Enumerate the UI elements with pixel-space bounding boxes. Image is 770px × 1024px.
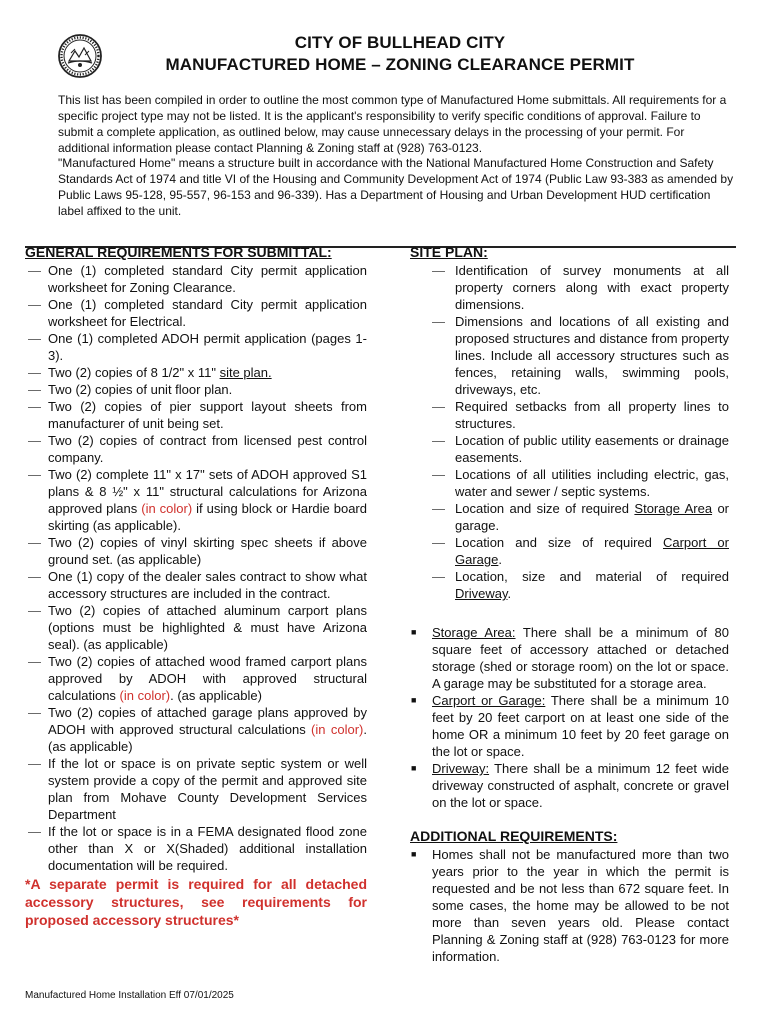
dash-marker: — bbox=[432, 263, 445, 278]
list-item: — Two (2) copies of contract from licensed pest control company. bbox=[28, 433, 367, 465]
dash-marker: — bbox=[432, 314, 445, 329]
list-item: — Location of public utility easements or drainage easements. bbox=[432, 433, 729, 465]
list-item: — Two (2) copies of attached wood framed carport plans approved by ADOH with approved structural calculations (in color). (as applicable) bbox=[28, 654, 367, 703]
dash-marker: — bbox=[28, 331, 41, 346]
dash-marker: — bbox=[28, 263, 41, 278]
dash-marker: — bbox=[28, 365, 41, 380]
city-seal-icon bbox=[57, 33, 103, 79]
list-item: — Location and size of required Storage Area or garage. bbox=[432, 501, 730, 533]
list-item: — Location and size of required Carport or Garage. bbox=[432, 535, 729, 567]
footer-note: Manufactured Home Installation Eff 07/01/2025 bbox=[25, 990, 234, 1001]
page-title: CITY OF BULLHEAD CITY bbox=[294, 33, 506, 52]
dash-marker: — bbox=[28, 433, 41, 448]
bullet-marker: ■ bbox=[411, 849, 417, 859]
bullet-marker: ■ bbox=[411, 627, 417, 637]
dash-marker: — bbox=[432, 535, 445, 550]
dash-marker: — bbox=[28, 705, 41, 720]
dash-marker: — bbox=[28, 569, 41, 584]
list-item: — Location, size and material of required Driveway. bbox=[432, 569, 729, 601]
site-plan-heading: SITE PLAN: bbox=[410, 244, 488, 260]
dash-marker: — bbox=[432, 569, 445, 584]
carport-garage-link: Carport or Garage bbox=[455, 535, 729, 567]
list-item: — One (1) copy of the dealer sales contract to show what accessory structures are included in the contract. bbox=[28, 569, 367, 601]
list-item: ■ Storage Area: There shall be a minimum of 80 square feet of accessory attached or detached storage (shed or storage room) on the lot or space. A garage may be substituted for a storage area. bbox=[411, 625, 730, 691]
storage-area-label: Storage Area: bbox=[432, 625, 516, 640]
bullet-marker: ■ bbox=[411, 695, 417, 705]
list-item: — Two (2) copies of unit floor plan. bbox=[28, 382, 233, 397]
driveway-link: Driveway bbox=[455, 586, 508, 601]
site-plan-list bbox=[410, 262, 729, 602]
in-color-note: (in color) bbox=[141, 501, 193, 516]
page-subtitle: MANUFACTURED HOME – ZONING CLEARANCE PERMIT bbox=[165, 55, 635, 74]
list-item: — Two (2) copies of attached garage plans approved by ADOH with approved structural calculations (in color). (as applicable) bbox=[28, 705, 367, 754]
in-color-note: (in color) bbox=[311, 722, 364, 737]
list-item: — Two (2) copies of attached aluminum carport plans (options must be highlighted & must have Arizona seal). (as applicable) bbox=[28, 603, 367, 652]
dash-marker: — bbox=[432, 501, 445, 516]
intro-paragraph: This list has been compiled in order to outline the most common type of Manufactured Home submittals. All requirements for a specific project type may not be listed. It is the applicant's responsibility to verify specific conditions of approval. Failure to submit a complete application, as outlined below, may cause unnecessary delays in the processing of your permit. For additional information please contact Planning & Zoning staff at (928) 763-0123. bbox=[58, 93, 727, 155]
dash-marker: — bbox=[28, 535, 41, 550]
list-item: — Two (2) copies of 8 1/2" x 11" site plan. bbox=[28, 365, 272, 380]
general-requirements-section bbox=[25, 244, 367, 929]
list-item: — Two (2) copies of pier support layout sheets from manufacturer of unit being set. bbox=[28, 399, 367, 431]
list-item: — One (1) completed standard City permit application worksheet for Zoning Clearance. bbox=[28, 263, 367, 295]
bullet-marker: ■ bbox=[411, 763, 417, 773]
general-requirements-list bbox=[25, 262, 367, 874]
storage-area-link: Storage Area bbox=[634, 501, 713, 516]
list-item: — Two (2) complete 11" x 17" sets of ADOH approved S1 plans & 8 ½" x 11" structural calculations for Arizona approved plans (in color) if using block or Hardie board skirting (as applicable). bbox=[28, 467, 367, 533]
list-item: ■ Carport or Garage: There shall be a minimum 10 feet by 20 feet carport on at least one side of the home OR a minimum 10 feet by 20 feet garage on the lot or space. bbox=[411, 693, 729, 759]
additional-requirements-heading: ADDITIONAL REQUIREMENTS: bbox=[410, 828, 618, 844]
dash-marker: — bbox=[28, 603, 41, 618]
dash-marker: — bbox=[28, 824, 41, 839]
list-item: — Identification of survey monuments at all property corners along with exact property dimensions. bbox=[432, 263, 729, 312]
site-plan-bullets bbox=[410, 624, 729, 811]
definition-paragraph: "Manufactured Home" means a structure built in accordance with the National Manufactured Home Construction and Safety Standards Act of 1974 and title VI of the Housing and Community Development Act of 1974 (Public Law 93-383 as amended by Public Laws 95-128, 95-557, 96-153 and 96-339). Has a Department of Housing and Urban Development HUD certification label affixed to the unit. bbox=[58, 156, 734, 218]
list-item: — One (1) completed ADOH permit application (pages 1-3). bbox=[28, 331, 367, 363]
driveway-label: Driveway: bbox=[432, 761, 490, 776]
list-item: — One (1) completed standard City permit application worksheet for Electrical. bbox=[28, 297, 367, 329]
dash-marker: — bbox=[432, 399, 445, 414]
dash-marker: — bbox=[28, 654, 41, 669]
list-item: ■ Homes shall not be manufactured more than two years prior to the year in which the permit is requested and be not less than 672 square feet. In some cases, the home may be allowed to be not more than seven years old. Please contact Planning & Zoning staff at (928) 763-0123 for more information. bbox=[411, 847, 729, 964]
list-item: — If the lot or space is in a FEMA designated flood zone other than X or X(Shaded) additional installation documentation will be required. bbox=[28, 824, 367, 873]
list-item: — Locations of all utilities including electric, gas, water and sewer / septic systems. bbox=[432, 467, 729, 499]
carport-garage-label: Carport or Garage: bbox=[432, 693, 546, 708]
dash-marker: — bbox=[28, 756, 41, 771]
dash-marker: — bbox=[28, 297, 41, 312]
dash-marker: — bbox=[432, 433, 445, 448]
separate-permit-warning: *A separate permit is required for all detached accessory structures, see requirements for proposed accessory structures* bbox=[25, 876, 367, 928]
site-plan-link: site plan. bbox=[219, 365, 272, 380]
dash-marker: — bbox=[432, 467, 445, 482]
general-requirements-heading: GENERAL REQUIREMENTS FOR SUBMITTAL: bbox=[25, 244, 332, 260]
additional-requirements-list bbox=[410, 846, 729, 965]
list-item: — If the lot or space is on private septic system or well system provide a copy of the permit and approved site plan from Mohave County Development Services Department bbox=[28, 756, 367, 822]
dash-marker: — bbox=[28, 467, 41, 482]
in-color-note: (in color) bbox=[119, 688, 171, 703]
list-item: ■ Driveway: There shall be a minimum 12 feet wide driveway constructed of asphalt, concrete or gravel on the lot or space. bbox=[411, 761, 729, 810]
site-plan-section bbox=[410, 244, 729, 965]
list-item: — Dimensions and locations of all existing and proposed structures and distance from property lines. Include all accessory structures such as fences, retaining walls, swimming pools, driveways, etc. bbox=[432, 314, 729, 397]
list-item: — Required setbacks from all property lines to structures. bbox=[432, 399, 729, 431]
dash-marker: — bbox=[28, 382, 41, 397]
dash-marker: — bbox=[28, 399, 41, 414]
list-item: — Two (2) copies of vinyl skirting spec sheets if above ground set. (as applicable) bbox=[28, 535, 367, 567]
